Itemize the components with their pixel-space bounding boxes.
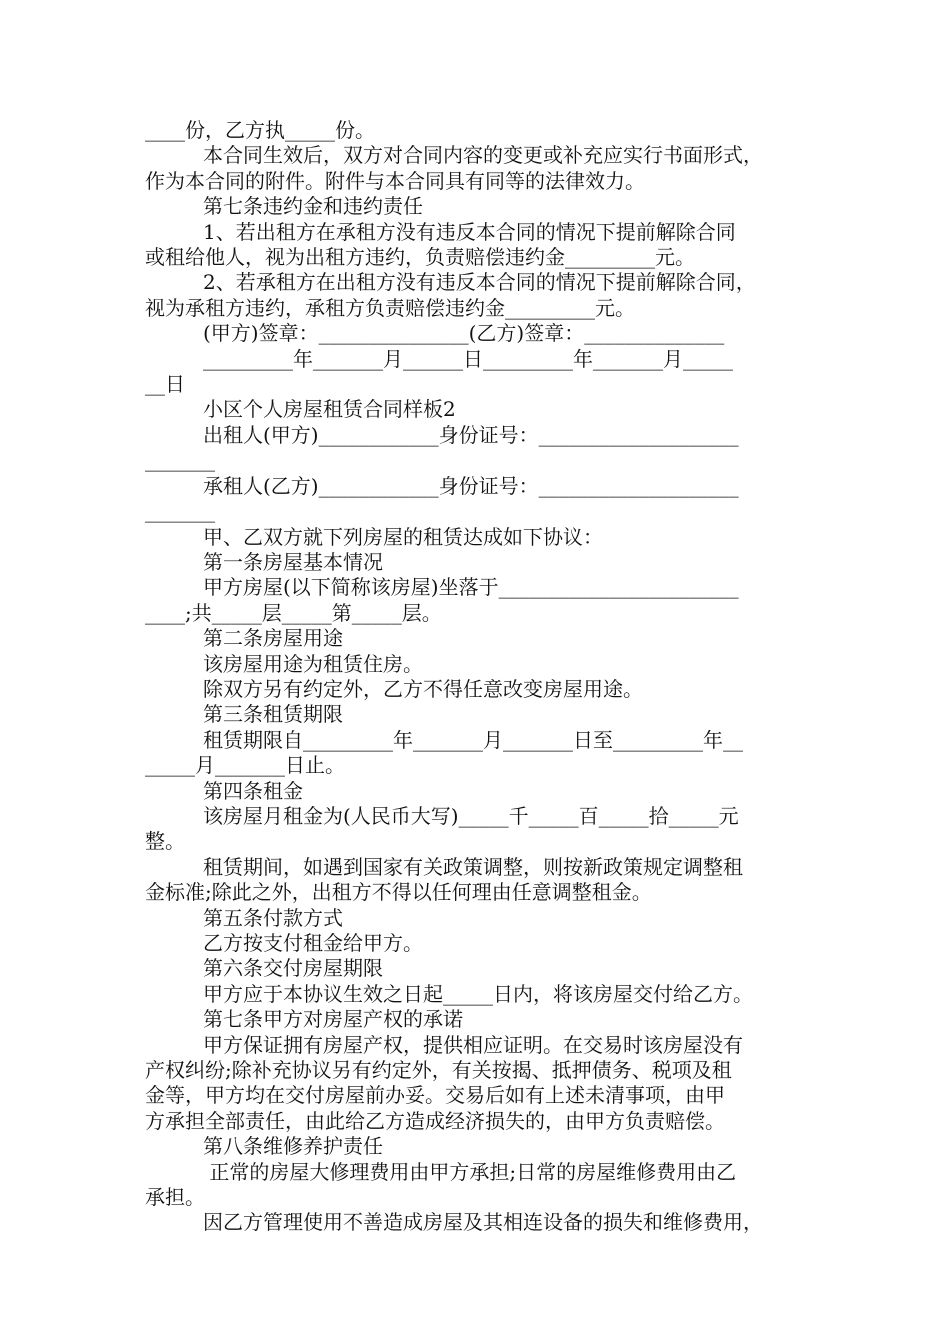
text-line: 甲、乙双方就下列房屋的租赁达成如下协议： bbox=[203, 524, 603, 549]
text-line: 除双方另有约定外，乙方不得任意改变房屋用途。 bbox=[203, 676, 643, 701]
text-line: 第一条房屋基本情况 bbox=[203, 549, 383, 574]
text-line: 第七条甲方对房屋产权的承诺 bbox=[203, 1007, 463, 1032]
text-line: 小区个人房屋租赁合同样板2 bbox=[203, 397, 456, 422]
text-line: 或租给他人，视为出租方违约，负责赔偿违约金_________元。 bbox=[145, 245, 695, 270]
text-line: _________年_______月______日_________年_______月_____ bbox=[203, 346, 733, 371]
text-line: 出租人(甲方)____________身份证号：____________________ bbox=[203, 422, 739, 447]
text-line: 正常的房屋大修理费用由甲方承担;日常的房屋维修费用由乙 bbox=[203, 1159, 737, 1184]
text-line: 金标准;除此之外，出租方不得以任何理由任意调整租金。 bbox=[145, 880, 652, 905]
text-line: 租赁期间，如遇到国家有关政策调整，则按新政策规定调整租 bbox=[203, 854, 743, 879]
text-line: 第三条租赁期限 bbox=[203, 702, 343, 727]
text-line: 承租人(乙方)____________身份证号：____________________ bbox=[203, 473, 739, 498]
text-line: 该房屋用途为租赁住房。 bbox=[203, 651, 423, 676]
text-line: 金等，甲方均在交付房屋前办妥。交易后如有上述未清事项，由甲 bbox=[145, 1083, 725, 1108]
text-line: ____;共_____层_____第_____层。 bbox=[145, 600, 442, 625]
text-line: 视为承租方违约，承租方负责赔偿违约金_________元。 bbox=[145, 295, 635, 320]
text-line: 第八条维修养护责任 bbox=[203, 1134, 383, 1159]
text-line: 第二条房屋用途 bbox=[203, 626, 343, 651]
text-line: 第六条交付房屋期限 bbox=[203, 956, 383, 981]
text-line: 甲方房屋(以下简称该房屋)坐落于________________________ bbox=[203, 575, 739, 600]
text-line: 承担。 bbox=[145, 1185, 205, 1210]
text-line: _____月_______日止。 bbox=[145, 753, 345, 778]
text-line: 租赁期限自_________年_______月_______日至_________年__ bbox=[203, 727, 743, 752]
text-line: 因乙方管理使用不善造成房屋及其相连设备的损失和维修费用， bbox=[203, 1210, 763, 1235]
text-line: 乙方按支付租金给甲方。 bbox=[203, 931, 423, 955]
text-line: 该房屋月租金为(人民币大写)_____千_____百_____拾_____元 bbox=[203, 803, 739, 828]
text-line: 整。 bbox=[145, 829, 185, 854]
text-line: (甲方)签章：_______________(乙方)签章：______________ bbox=[203, 321, 725, 346]
text-line: 1、若出租方在承租方没有违反本合同的情况下提前解除合同 bbox=[203, 219, 736, 244]
text-line: 方承担全部责任，由此给乙方造成经济损失的，由甲方负责赔偿。 bbox=[145, 1108, 725, 1133]
text-line: 本合同生效后，双方对合同内容的变更或补充应实行书面形式， bbox=[203, 143, 763, 168]
document-page bbox=[145, 118, 825, 1236]
text-line: 甲方保证拥有房屋产权，提供相应证明。在交易时该房屋没有 bbox=[203, 1032, 743, 1057]
text-line: 第四条租金 bbox=[203, 778, 303, 803]
text-line: 第五条付款方式 bbox=[203, 905, 343, 930]
text-line: 2、若承租方在出租方没有违反本合同的情况下提前解除合同， bbox=[203, 270, 756, 295]
text-line: 甲方应于本协议生效之日起_____日内，将该房屋交付给乙方。 bbox=[203, 981, 753, 1006]
text-line: 作为本合同的附件。附件与本合同具有同等的法律效力。 bbox=[145, 168, 645, 193]
text-line: _______ bbox=[145, 499, 215, 524]
text-line: _______ bbox=[145, 448, 215, 473]
text-line: 第七条违约金和违约责任 bbox=[203, 194, 423, 219]
text-line: 产权纠纷;除补充协议另有约定外，有关按揭、抵押债务、税项及租 bbox=[145, 1058, 732, 1083]
text-line: __日 bbox=[145, 372, 185, 397]
text-line: ____份，乙方执_____份。 bbox=[145, 118, 375, 142]
